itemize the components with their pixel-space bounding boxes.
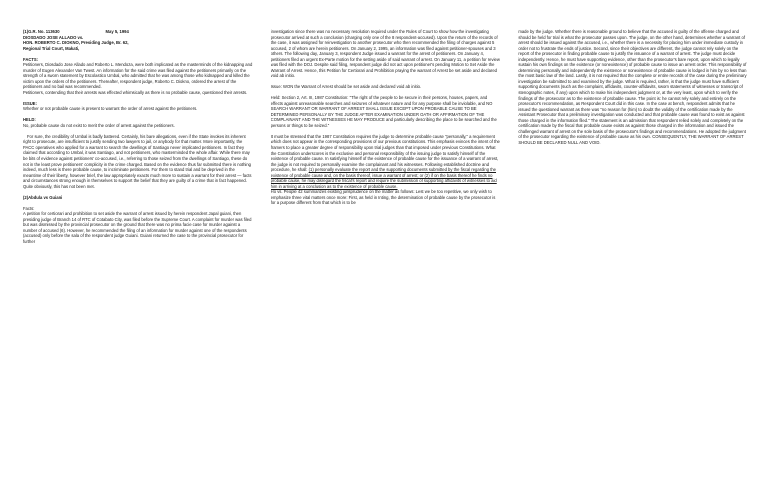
col2-paragraph-1: investigation since there was no necessary resolution required under the Rules of Court to show how the investigating prosecutor arrived at such a conclusion (charging only one of the 8 respondent-accused). Upon the return of the records of the case, it was assigned for reinvestigation to another prosecutor who then recommended the filing of charges against 5 accused, 2 of whom are herein petitioners. On January 2, 1995, an information was filed against petitioner-spouses and 3 others. The following day, January 3, respondent Judge issued a warrant for the arrest of petitioners. On January 4, petitioners filed an urgent Ex-Parte motion for the setting aside of said warrant of arrest. On January 11, a petition for review was filed with the DOJ. Despite said filing, respondent judge did not act upon petitioner's pending Motion to Set Aside the Warrant of Arrest. Hence, this Petition for Certiorari and Prohibition praying the warrant of Arrest be set aside and declared void ab initio. xyxy=(270,29,500,79)
case1-held-heading: HELD: xyxy=(23,117,36,123)
case1-number: (1)G.R. No. 113630 xyxy=(23,29,60,34)
case2-facts-body: A petition for certiorari and prohibition to set aside the warrant of arrest issued by herein respondent Japal guiani, then presiding judge of Branch 14 of RTC of Cotabato City, was filed before the Supreme Court. A complaint for murder was filed but was dismissed by the provincial prosecutor on the ground that there was no prima facie case for murder against a number of accused (6). However, he recommended the filing of an information for murder against one of the respondents (accused) only before the sala of the respondent judge Guiani. Guiani returned the case to the provincial prosecutor for further xyxy=(23,211,252,244)
case1-held-body-2: For sure, the credibility of Umbal is badly battered. Certainly, his bare allegations, even if the State invokes its inherent right to prosecute, are insufficient to justify sending two lawyers to jail, or anybody for that matter. More importantly, the PACC operatives who applied for a warrant to search the dwellings of Santiago never implicated petitioners. In fact they claimed that according to Umbal, it was Santiago, and not petitioners, who masterminded the whole affair. While there may be bits of evidence against petitioners' co-accused, i.e., referring to those seized from the dwellings of Santiago, these do not in the least prove petitioners' complicity in the crime charged. Based on the evidence thus far submitted there is nothing indeed, much less is there probable cause, to incriminate petitioners. For them to stand trial and be deprived in the meantime of their liberty, however brief, the law appropriately exacts much more to sustain a warrant for their arrest — facts and circumstances strong enough in themselves to support the belief that they are guilty of a crime that in fact happened. Quite obviously, this has not been met. xyxy=(23,133,252,189)
col2-held: Held: Section 2, Art. III, 1987 Constitution: "The right of the people to be secure in their persons, houses, papers, and effects against unreasonable searches and seizures of whatever nature and for any purpose shall be inviolable, and NO SEARCH WARRANT OR WARRANT OF ARREST SHALL ISSUE EXCEPT UPON PROBABLE CAUSE TO BE DETERMINED PERSONALLY BY THE JUDGE AFTER EXAMINATION UNDER OATH OR AFFIRMATION OF THE COMPLAINANT AND THE WITNESSES HE MAY PRODUCE and particularly describing the place to be searched and the persons or things to be seized." xyxy=(270,95,497,128)
case1-facts-body-2: Petitioners, contending that their arrests was effected whimsically as there is no probable cause, questioned their arrests. xyxy=(23,89,248,95)
column-3 xyxy=(518,29,748,503)
case1-facts-body: Petitioners, Diosdado Jose Allado and Roberto L. Mendoza, were both implicated as the masterminds of the kidnapping and murder of Eugen Alexander Van Twest. An information for the said crime was filed against the petitioners primarily on the strength of a sworn statement by Escolastico Umbal, who admitted that he was among those who kidnapped and killed the victim upon the orders of the petitioners. Thereafter, respondent judge, Roberto C. Diokno, ordered the arrest of the petitioners and no bail was recommended. xyxy=(23,62,253,90)
col2-issue: Issue: WON the Warrant of Arrest should be set aside and declared void ab initio. xyxy=(270,84,422,90)
col2-paragraph-3: Ho vs. People 42 summarizes existing jurisprudence on the matter as follows: Lest we be too repetitive, we only wish to emphasize three vital matters once more: First, as held in Inting, the determination of probable cause by the prosecutor is for a purpose different from that which is to be xyxy=(270,189,496,206)
column-1 xyxy=(23,29,253,503)
case1-date: May 5, 1994 xyxy=(105,29,129,34)
case1-issue-heading: ISSUE: xyxy=(23,100,37,106)
case2-title: (2)Abdula vs Guiani xyxy=(23,194,63,200)
col2-paragraph-2-text: It must be stressed that the 1987 Constitution requires the judge to determine probable cause "personally," a requirement which does not appear in the corresponding provisions of our previous constitutions. This emphasis evinces the intent of the framers to place a greater degree of responsibility upon trial judges than that imposed under previous Constitutions. What the Constitution underscores is the exclusive and personal responsibility of the issuing judge to satisfy himself of the existence of probable cause. In satisfying himself of the existence of probable cause for the issuance of a warrant of arrest, the judge is not required to personally examine the complainant and his witnesses. Following established doctrine and procedure, he shall: xyxy=(270,133,500,173)
case1-issue-body: Whether or not probable cause is present to warrant the order of arrest against the petitioners. xyxy=(23,106,198,112)
case2-facts-heading: Facts: xyxy=(23,205,35,211)
column-2 xyxy=(271,29,501,503)
case1-facts-heading: FACTS: xyxy=(23,56,39,62)
case1-held-body: No, probable cause do not exist to merit the order of arrest against the petitioners. xyxy=(23,122,175,128)
case1-parties-line2: HON. ROBERTO C. DIOKNO, Presiding Judge, Br. 62, xyxy=(23,40,129,46)
col3-paragraph-1: made by the judge. Whether there is reasonable ground to believe that the accused is guilty of the offense charged and should be held for trial is what the prosecutor passes upon. The judge, on the other hand, determines whether a warrant of arrest should be issued against the accused, i.e., whether there is a necessity for placing him under immediate custody in order not to frustrate the ends of justice. Second, since their objectives are different, the judge cannot rely solely on the report of the prosecutor in finding probable cause to justify the issuance of a warrant of arrest. The judge must decide independently. Hence, he must have supporting evidence, other than the prosecutor's bare report, upon which to legally sustain his own findings on the existence (or nonexistence) of probable cause to issue an arrest order. This responsibility of determining personally and independently the existence or nonexistence of probable cause is lodged in him by no less than the most basic law of the land. Lastly, it is not required that the complete or entire records of the case during the preliminary investigation be submitted to and examined by the judge. What is required, rather, is that the judge must have sufficient supporting documents (such as the complaint, affidavits, counter-affidavits, sworn statements of witnesses or transcript of stenographic notes, if any) upon which to make his independent judgment or, at the very least, upon which to verify the findings of the prosecutor as to the existence of probable cause. The point is: he cannot rely solely and entirely on the prosecutor's recommendation, as Respondent Court did in this case. In the case at bench, respondent admits that he issued the questioned warrant as there was "no reason for (him) to doubt the validity of the certification made by the Assistant Prosecutor that a preliminary investigation was conducted and that probable cause was found to exist as against those charged in the information filed." The statement is an admission that respondent relied solely and completely on the certification made by the fiscal that probable cause exists as against those charged in the information and issued the challenged warrant of arrest on the sole basis of the prosecutor's findings and recommendations. He adopted the judgment of the prosecutor regarding the existence of probable cause as his own. CONSEQUENTLY, THE WARRANT OF ARREST SHOULD BE DECLARED NULL AND VOID. xyxy=(518,29,747,145)
case1-parties-line1: DIOSDADO JOSE ALLADO vs. xyxy=(23,34,84,40)
col2-underlined-procedure: (1) personally evaluate the report and the supporting documents submitted by the fiscal regarding the existence of probable cause and, on the basis thereof, issue a warrant of arrest; or (2) if on the basis thereof he finds no probable cause, he may disregard the fiscal's report and require the submission of supporting affidavits of witnesses to aid him in arriving at a conclusion as to the existence of probable cause. xyxy=(270,167,497,189)
case1-parties-line3: Regional Trial Court, Makati, xyxy=(23,45,80,51)
col2-paragraph-2 xyxy=(271,134,501,189)
